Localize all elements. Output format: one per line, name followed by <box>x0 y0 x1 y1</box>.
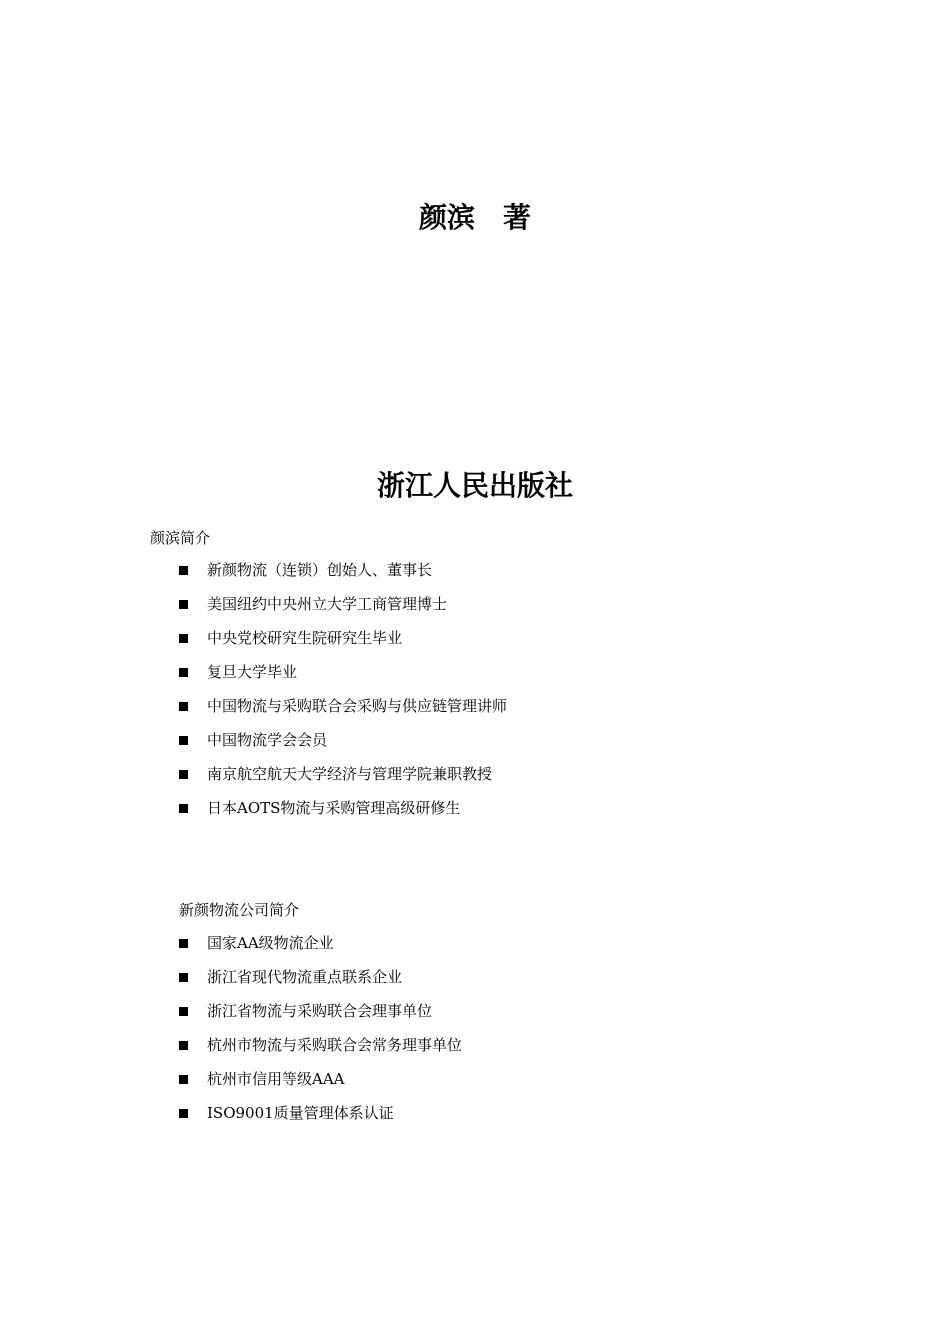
bio-list-item <box>179 594 507 628</box>
company-list-item <box>179 1103 462 1137</box>
square-bullet-icon <box>179 1041 188 1050</box>
bio-item-text: 中国物流学会会员 <box>207 731 328 749</box>
square-bullet-icon <box>179 1109 188 1118</box>
bio-list-item <box>179 730 507 764</box>
company-item-text: 杭州市物流与采购联合会常务理事单位 <box>207 1036 463 1054</box>
bio-item-text: 美国纽约中央州立大学工商管理博士 <box>207 595 448 613</box>
square-bullet-icon <box>179 600 188 609</box>
bio-list <box>179 560 507 832</box>
bio-list-item <box>179 628 507 662</box>
company-list <box>179 933 462 1137</box>
publisher-name: 浙江人民出版社 <box>376 469 573 502</box>
bio-list-item <box>179 696 507 730</box>
bio-list-item <box>179 662 507 696</box>
author-line: 颜滨 著 <box>418 201 531 234</box>
square-bullet-icon <box>179 566 188 575</box>
square-bullet-icon <box>179 939 188 948</box>
bio-item-text: 中央党校研究生院研究生毕业 <box>207 629 403 647</box>
square-bullet-icon <box>179 668 188 677</box>
company-list-item <box>179 1069 462 1103</box>
square-bullet-icon <box>179 1007 188 1016</box>
square-bullet-icon <box>179 634 188 643</box>
bio-item-text: 南京航空航天大学经济与管理学院兼职教授 <box>207 765 493 783</box>
company-list-item <box>179 1035 462 1069</box>
square-bullet-icon <box>179 973 188 982</box>
company-list-item <box>179 933 462 967</box>
bio-item-text: 日本AOTS物流与采购管理高级研修生 <box>207 799 461 817</box>
bio-list-item <box>179 764 507 798</box>
square-bullet-icon <box>179 702 188 711</box>
company-item-text: 杭州市信用等级AAA <box>207 1070 345 1088</box>
bio-item-text: 新颜物流（连锁）创始人、董事长 <box>207 561 433 579</box>
company-list-item <box>179 1001 462 1035</box>
company-item-text: ISO9001质量管理体系认证 <box>207 1104 394 1122</box>
company-item-text: 浙江省现代物流重点联系企业 <box>207 968 403 986</box>
bio-heading: 颜滨简介 <box>150 529 211 547</box>
company-item-text: 国家AA级物流企业 <box>207 934 334 952</box>
company-list-item <box>179 967 462 1001</box>
bio-item-text: 复旦大学毕业 <box>207 663 298 681</box>
square-bullet-icon <box>179 1075 188 1084</box>
bio-item-text: 中国物流与采购联合会采购与供应链管理讲师 <box>207 697 508 715</box>
square-bullet-icon <box>179 770 188 779</box>
bio-list-item <box>179 798 507 832</box>
company-heading: 新颜物流公司简介 <box>179 901 300 919</box>
bio-list-item <box>179 560 507 594</box>
square-bullet-icon <box>179 804 188 813</box>
company-item-text: 浙江省物流与采购联合会理事单位 <box>207 1002 433 1020</box>
square-bullet-icon <box>179 736 188 745</box>
